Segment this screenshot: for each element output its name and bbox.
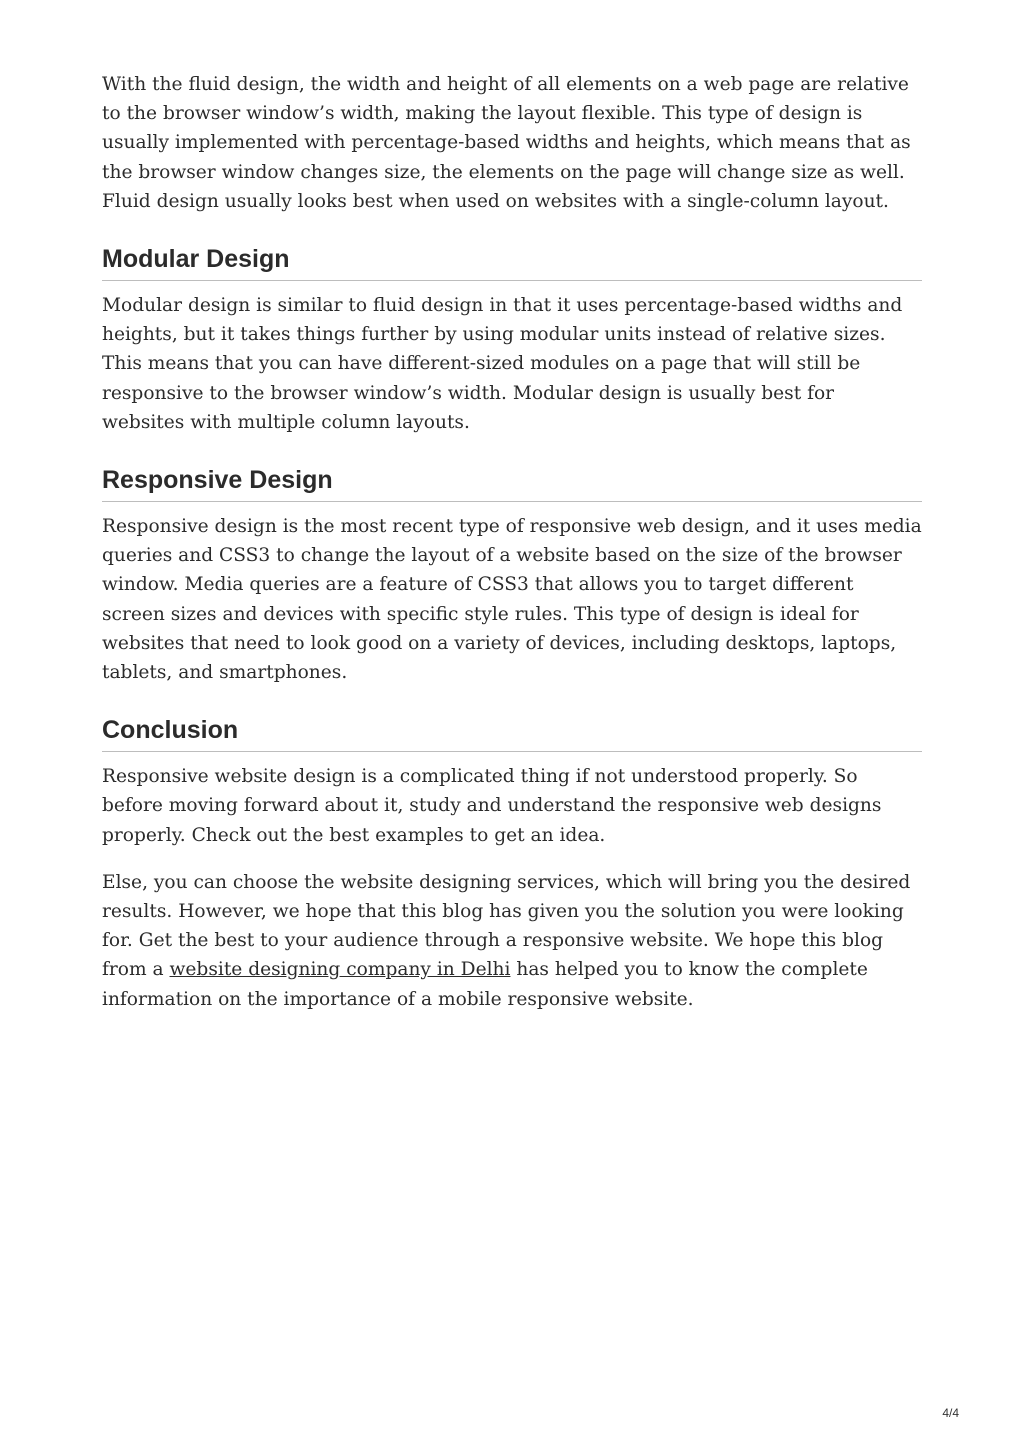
responsive-design-heading: Responsive Design bbox=[102, 465, 922, 502]
website-designing-company-link[interactable]: website designing company in Delhi bbox=[169, 959, 511, 981]
conclusion-heading: Conclusion bbox=[102, 715, 922, 752]
article-content bbox=[102, 70, 922, 1032]
conclusion-paragraph-1: Responsive website design is a complicated thing if not understood properly. So before moving forward about it, study and understand the responsive web designs properly. Check out the best examples to get an idea. bbox=[102, 766, 882, 846]
conclusion-text-before-link: Else, you can choose the website designing services, which will bring you the desired results. However, we hope that this blog has given you the solution you were looking for. Get the best to your audience through a responsive website. We hope this blog from a bbox=[102, 871, 911, 981]
modular-design-paragraph: Modular design is similar to fluid design in that it uses percentage-based widths and heights, but it takes things further by using modular units instead of relative sizes. This means that you can have different-sized modules on a page that will still be responsive to the browser window’s width. Modular design is usually best for websites with multiple column layouts. bbox=[102, 295, 903, 433]
intro-paragraph: With the fluid design, the width and height of all elements on a web page are relative to the browser window’s width, making the layout flexible. This type of design is usually implemented with percentage-based widths and heights, which means that as the browser window changes size, the elements on the page will change size as well. Fluid design usually looks best when used on websites with a single-column layout. bbox=[102, 74, 911, 212]
section-spacer bbox=[102, 234, 922, 244]
section-spacer bbox=[102, 455, 922, 465]
conclusion-paragraph-2 bbox=[102, 868, 922, 1014]
page-number: 4/4 bbox=[942, 1406, 959, 1420]
conclusion-text-after-link: has helped you to know the complete information on the importance of a mobile responsive website. bbox=[102, 959, 868, 1010]
modular-design-heading: Modular Design bbox=[102, 244, 922, 281]
section-spacer bbox=[102, 705, 922, 715]
responsive-design-paragraph: Responsive design is the most recent type of responsive web design, and it uses media queries and CSS3 to change the layout of a website based on the size of the browser window. Media queries are a feature of CSS3 that allows you to target different screen sizes and devices with specific style rules. This type of design is ideal for websites that need to look good on a variety of devices, including desktops, laptops, tablets, and smartphones. bbox=[102, 516, 922, 684]
